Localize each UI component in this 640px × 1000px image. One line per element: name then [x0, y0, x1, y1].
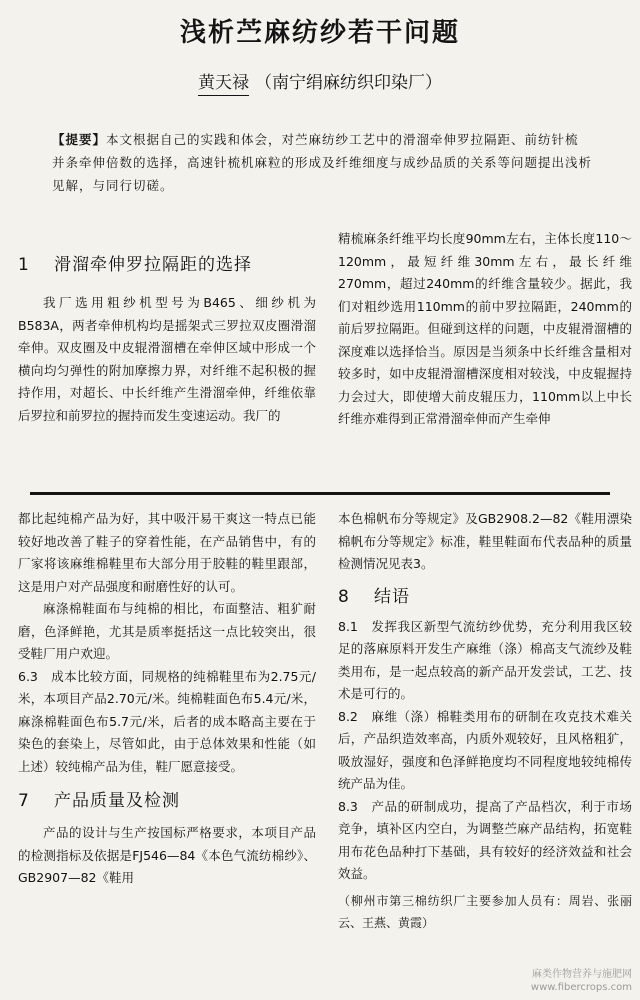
conclusion-8-2: 8.2 麻维（涤）棉鞋类用布的研制在攻克技术难关后，产品织造效率高，内质外观较好，且风格粗犷，吸放湿好，强度和色泽鲜艳度均不同程度地较纯棉传统产品为佳。 [338, 708, 632, 791]
abstract-label: 【提要】 [52, 132, 107, 147]
conclusion-8-3: 8.3 产品的研制成功，提高了产品档次，利于市场竞争，填补区内空白，为调整苎麻产品结构，拓宽鞋用布花色品种打下基础，具有较好的经济效益和社会效益。 [338, 798, 632, 881]
section-1-heading [18, 252, 316, 278]
participants-note: （柳州市第三棉纺织厂主要参加人员有：周岩、张丽云、王燕、黄霞） [338, 893, 632, 930]
section-7-number: 7 [18, 791, 30, 811]
author-name: 黄天禄 [198, 73, 249, 96]
article-title: 浅析苎麻纺纱若干问题 [179, 18, 460, 48]
abstract [52, 128, 592, 197]
section-1-paragraph: 我厂选用粗纱机型号为B465、细纱机为B583A，两者牵伸机构均是摇架式三罗拉双皮圈滑溜牵伸。双皮圈及中皮辊滑溜槽在牵伸区域中形成一个横向均匀弹性的附加摩擦力界，对纤维不起积极的握持作用，对超长、中长纤维产生滑溜牵伸，纤维依靠后罗拉和前罗拉的握持而发生变速运动。我厂的 [18, 295, 316, 423]
lower-left-paragraph-3: 6.3 成本比较方面，同规格的纯棉鞋里布为2.75元/米，本项目产品2.70元/米。纯棉鞋面色布5.4元/米，麻涤棉鞋面色布5.7元/米，后者的成本略高主要在于染色的套染上，尽管如此，由于总体效果和性能（如上述）较纯棉产品为佳，鞋厂愿意接受。 [18, 668, 316, 774]
lower-right-column [338, 508, 632, 935]
section-7-heading [18, 788, 316, 814]
site-watermark [531, 968, 632, 994]
section-7-title: 产品质量及检测 [54, 791, 180, 811]
author-line [0, 68, 640, 93]
upper-left-column [18, 252, 316, 427]
section-1-title: 滑溜牵伸罗拉隔距的选择 [54, 255, 252, 275]
page-divider-line [30, 492, 610, 495]
author-affiliation: （南宁绢麻纺织印染厂） [255, 73, 442, 93]
section-1-number: 1 [18, 255, 30, 275]
conclusion-8-1: 8.1 发挥我区新型气流纺纱优势，充分利用我区较足的落麻原料开发生产麻维（涤）棉高支气流纱及鞋类用布，是一起点较高的新产品开发尝试，工艺、技术是可行的。 [338, 618, 632, 701]
abstract-text: 本文根据自己的实践和体会，对苎麻纺纱工艺中的滑溜牵伸罗拉隔距、前纺针梳并条牵伸倍数的选择，高速针梳机麻粒的形成及纤维细度与成纱品质的关系等问题提出浅析见解，与同行切磋。 [52, 132, 593, 193]
section-8-title: 结语 [374, 586, 410, 607]
section-8-number: 8 [338, 586, 350, 607]
section-8-heading [338, 584, 632, 610]
section-1-continued-paragraph: 精梳麻条纤维平均长度90mm左右，主体长度110～120mm，最短纤维30mm左右，最长纤维270mm，超过240mm的纤维含量较少。据此，我们对粗纱选用110mm的前中罗拉隔距，240mm的前后罗拉隔距。但碰到这样的问题，中皮辊滑溜槽的深度难以选择恰当。原因是当须条中长纤维含量相对较多时，如中皮辊滑溜槽深度相对较浅，中皮辊握持力会过大，即使增大前皮辊压力，110mm以上中长纤维亦难得到正常滑溜牵伸而产生牵伸 [338, 231, 632, 426]
lower-left-paragraph-2: 麻涤棉鞋面布与纯棉的相比，布面整洁、粗犷耐磨，色泽鲜艳，尤其是质率挺括这一点比较突出，很受鞋厂用户欢迎。 [18, 601, 316, 661]
lower-right-paragraph-1: 本色棉帆布分等规定》及GB2908.2—82《鞋用漂染棉帆布分等规定》标准，鞋里鞋面布代表品种的质量检测情况见表3。 [338, 511, 632, 571]
lower-left-paragraph-4: 产品的设计与生产按国标严格要求，本项目产品的检测指标及依据是FJ546—84《本色气流纺棉纱》、GB2907—82《鞋用 [18, 825, 316, 885]
watermark-line-1: 麻类作物营养与施肥网 [532, 969, 632, 980]
lower-left-column [18, 508, 316, 890]
watermark-line-2: www.fibercrops.com [530, 982, 632, 993]
upper-right-column [338, 228, 632, 431]
lower-left-paragraph-1: 都比起纯棉产品为好，其中吸汗易干爽这一特点已能较好地改善了鞋子的穿着性能，在产品销售中，有的厂家将该麻维棉鞋里布大部分用于胶鞋的鞋里跟部，这是用户对产品强度和耐磨性好的认可。 [18, 511, 316, 594]
